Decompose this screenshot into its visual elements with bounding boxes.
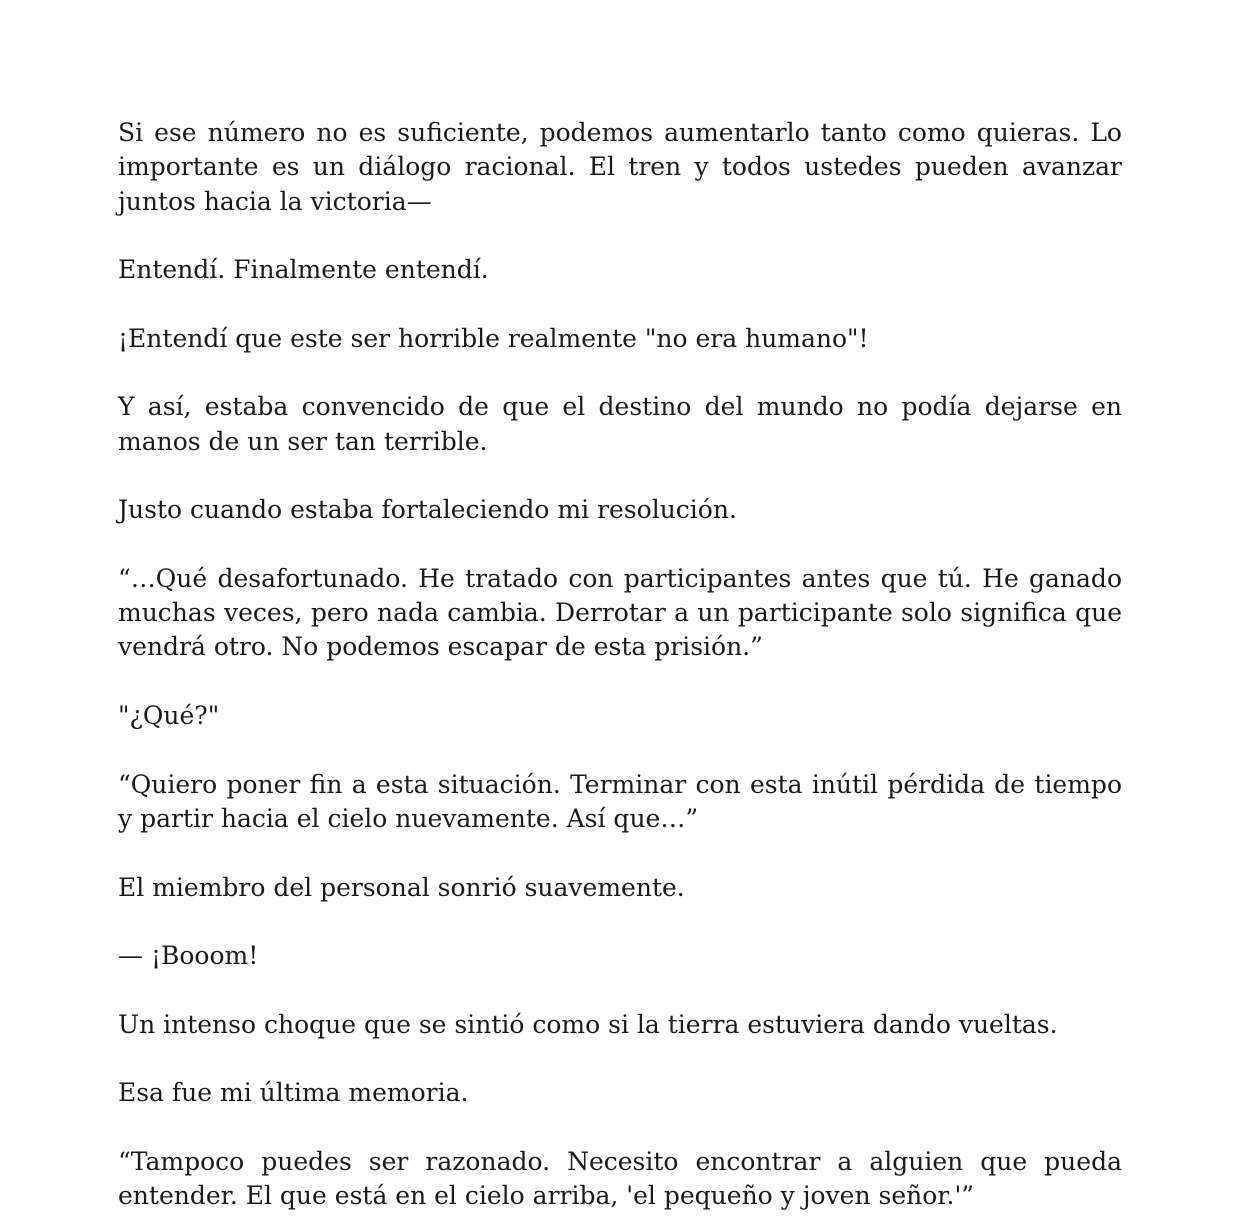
paragraph-6: “…Qué desafortunado. He tratado con participantes antes que tú. He ganado muchas veces, pero nada cambia. Derrotar a un participante solo significa que vendrá otro. No podemos escapar de esta prisión.” [118,563,1122,662]
paragraph-4: Y así, estaba convencido de que el destino del mundo no podía dejarse en manos de un ser tan terrible. [118,392,1122,456]
paragraph-1: Si ese número no es suficiente, podemos aumentarlo tanto como quieras. Lo importante es un diálogo racional. El tren y todos ustedes pueden avanzar juntos hacia la victoria— [118,118,1122,216]
paragraph-11: Un intenso choque que se sintió como si la tierra estuviera dando vueltas. [118,1009,1058,1039]
paragraph-7: "¿Qué?" [118,701,220,731]
paragraph-12: Esa fue mi última memoria. [118,1078,469,1108]
paragraph-9: El miembro del personal sonrió suavemente. [118,872,685,902]
paragraph-13: “Tampoco puedes ser razonado. Necesito encontrar a alguien que pueda entender. El que está en el cielo arriba, 'el pequeño y joven señor.'” [118,1146,1122,1211]
paragraph-3: ¡Entendí que este ser horrible realmente "no era humano"! [118,323,869,353]
paragraph-5: Justo cuando estaba fortaleciendo mi resolución. [118,495,737,525]
paragraph-2: Entendí. Finalmente entendí. [118,255,489,285]
document-page [118,116,1122,1214]
paragraph-8: “Quiero poner fin a esta situación. Terminar con esta inútil pérdida de tiempo y partir hacia el cielo nuevamente. Así que…” [118,769,1122,833]
paragraph-10: — ¡Booom! [118,941,259,971]
